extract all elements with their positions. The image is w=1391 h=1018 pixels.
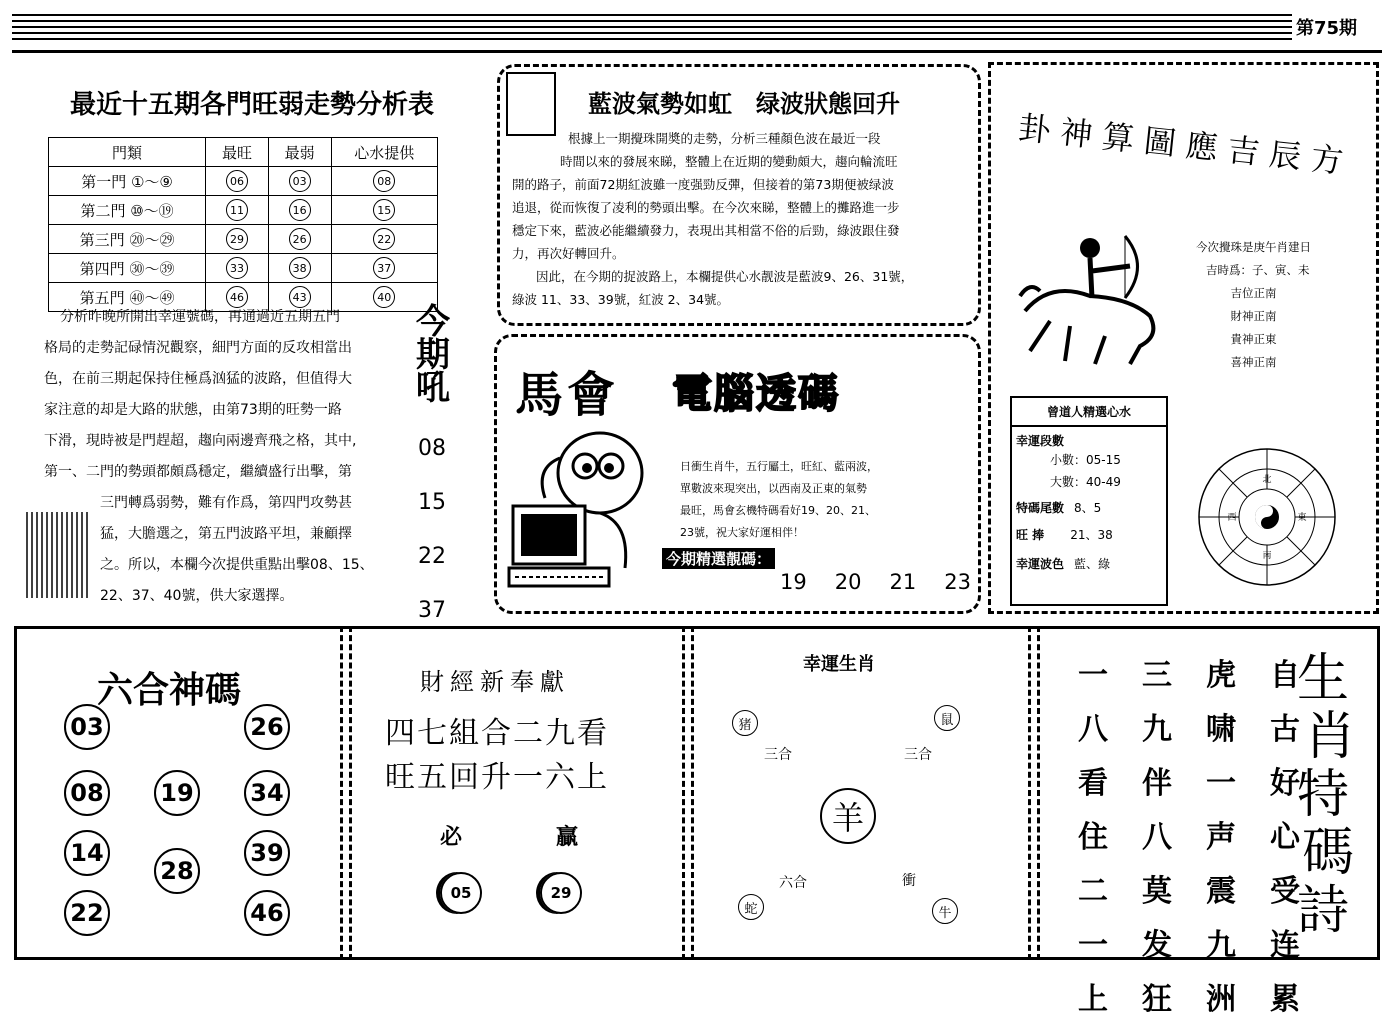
analysis-paragraph	[44, 302, 394, 612]
zodiac-title: 幸運生肖	[803, 654, 875, 675]
liuhe-ball: 46	[244, 890, 290, 936]
fortune-info	[1196, 236, 1311, 374]
paragraph-line: 家注意的却是大路的狀態，由第73期的旺勢一路	[44, 402, 342, 418]
computer-title-right: 電腦透碼	[672, 370, 840, 417]
bagua-compass	[1196, 446, 1338, 588]
shout-number: 08	[418, 436, 446, 461]
paragraph-line: 猛，大膽選之，第五門波路平坦，兼顧擇	[100, 526, 352, 542]
body-line: 綠波 11、33、39號，紅波 2、34號。	[512, 292, 730, 307]
hot-label: 旺 捧	[1016, 528, 1045, 542]
strong-number: 29	[226, 228, 248, 250]
liuhe-ball: 28	[154, 848, 200, 894]
poem-char: 看	[1078, 766, 1108, 801]
poem-title-char: 詩	[1297, 881, 1350, 941]
hot-value: 21、38	[1070, 528, 1113, 542]
pick-number: 21	[889, 570, 917, 594]
shout-number: 22	[418, 544, 446, 569]
strong-number: 06	[226, 170, 248, 192]
paragraph-line: 22、37、40號，供大家選擇。	[100, 588, 294, 604]
poem-char: 住	[1078, 820, 1108, 855]
col-header: 最弱	[268, 138, 331, 167]
shout-char: 今	[416, 302, 450, 342]
pick-number: 22	[373, 228, 395, 250]
sanhe-right: 三合	[904, 747, 932, 763]
body-line: 追退，從而恢復了凌利的勢頭出擊。在今次來睇，整體上的攤路進一步	[512, 200, 900, 215]
computer-title-left: 馬會	[515, 367, 620, 423]
door-cell: 第一門 ①～⑨	[49, 167, 206, 196]
win-label: 必	[440, 824, 463, 850]
finance-line-2: 旺五回升一六上	[385, 760, 609, 795]
poem-char: 震	[1206, 874, 1236, 909]
poem-char: 啸	[1206, 712, 1236, 747]
poem-char: 虎	[1206, 658, 1236, 693]
compass-east: 東	[1297, 513, 1307, 523]
table-row	[49, 225, 438, 254]
compass-west: 西	[1227, 513, 1237, 523]
master-picks-box	[1010, 396, 1168, 606]
poem-char: 狂	[1142, 982, 1172, 1017]
liuhe-ball: 14	[64, 830, 110, 876]
win-label: 贏	[556, 824, 579, 850]
door-cell: 第五門 ㊵～㊾	[49, 283, 206, 312]
small-range: 小數：05-15	[1050, 453, 1121, 467]
shout-label	[416, 302, 450, 408]
liuhe-title: 六合神碼	[97, 670, 242, 711]
weak-number: 03	[289, 170, 311, 192]
col-header: 心水提供	[331, 138, 437, 167]
poem-char: 二	[1078, 874, 1108, 909]
pick-number: 23	[944, 570, 971, 594]
poem-char: 八	[1078, 712, 1108, 747]
poem-char: 心	[1270, 820, 1300, 855]
shout-numbers	[418, 422, 446, 638]
poem-char: 自	[1270, 658, 1300, 693]
strong-number: 46	[226, 286, 248, 308]
table-row	[49, 196, 438, 225]
pick-number: 15	[373, 199, 395, 221]
pick-number: 20	[834, 570, 862, 594]
sanhe-left: 三合	[764, 747, 792, 763]
poem-char: 莫	[1142, 874, 1172, 909]
liuhe-numbers	[64, 704, 304, 940]
body-line: 最旺，馬會玄機特碼看好19、20、21、	[680, 504, 876, 517]
table-header-row	[49, 138, 438, 167]
liuhe-ball: 22	[64, 890, 110, 936]
big-range: 大數：40-49	[1050, 475, 1121, 489]
poem-title	[1290, 650, 1356, 940]
body-line: 日衝生肖牛，五行屬土，旺紅、藍兩波，	[680, 460, 878, 473]
poem-char: 连	[1270, 928, 1300, 963]
paragraph-line: 分析昨晚所開出幸運號碼，再通過近五期五門	[60, 309, 340, 325]
pick-number: 40	[373, 286, 395, 308]
poem-title-char: 碼	[1302, 823, 1355, 883]
col-header: 門類	[49, 138, 206, 167]
finance-ball: 29	[540, 872, 582, 914]
table-row	[49, 167, 438, 196]
body-line: 力，再次好轉回升。	[512, 246, 625, 261]
paragraph-line: 格局的走勢記碌情況觀察，細門方面的反攻相當出	[44, 340, 352, 356]
shout-char: 期	[416, 335, 450, 375]
poem-char: 好	[1270, 766, 1300, 801]
body-line: 23號，祝大家好運相伴！	[680, 526, 804, 539]
door-cell: 第四門 ㉚～㊴	[49, 254, 206, 283]
fortune-direction: 喜神正南	[1230, 355, 1277, 369]
finance-title: 財經新奉獻	[420, 668, 570, 696]
body-line: 單數波來現突出，以西南及正東的氣勢	[680, 482, 867, 495]
chong-label: 衝	[902, 873, 916, 889]
poem-char: 一	[1206, 766, 1236, 801]
poem-char: 伴	[1142, 766, 1172, 801]
fortune-direction: 貴神正東	[1230, 332, 1277, 346]
poem-title-char: 肖	[1304, 707, 1357, 767]
fortune-day: 今次攪珠是庚午肖建日	[1196, 240, 1311, 254]
finance-ball: 05	[440, 872, 482, 914]
pick-number: 37	[373, 257, 395, 279]
poem-char: 受	[1270, 874, 1300, 909]
poem-title-char: 特	[1297, 765, 1350, 825]
liuhe-ball: 34	[244, 770, 290, 816]
poem-char: 八	[1142, 820, 1172, 855]
paragraph-line: 之。所以，本欄今次提供重點出擊08、15、	[100, 557, 374, 573]
poem-char: 洲	[1206, 982, 1236, 1017]
poem-columns	[1078, 650, 1300, 1018]
divider	[1028, 626, 1040, 960]
poem-char: 累	[1270, 982, 1300, 1017]
liuhe-ball: 19	[154, 770, 200, 816]
paragraph-line: 色，在前三期起保持住極爲汹猛的波路，但值得大	[44, 371, 352, 387]
issue-number: 第75期	[1296, 18, 1358, 39]
col-header: 最旺	[206, 138, 269, 167]
poem-column	[1142, 650, 1172, 1018]
liuhe-ball: 26	[244, 704, 290, 750]
body-line: 穩定下來，藍波必能繼續發力，表現出其相當不俗的后勁，綠波跟住發	[512, 223, 900, 238]
poem-char: 三	[1142, 658, 1172, 693]
fortune-hours: 吉時爲：子、寅、未	[1206, 263, 1310, 277]
poem-char: 古	[1270, 712, 1300, 747]
weak-number: 16	[289, 199, 311, 221]
fortune-direction: 吉位正南	[1230, 286, 1277, 300]
poem-column	[1078, 650, 1108, 1018]
lucky-segment-label: 幸運段數	[1016, 434, 1065, 448]
zodiac-rat: 鼠	[934, 705, 960, 731]
pick-label: 今期精選靚碼：	[662, 548, 775, 569]
wave-body	[512, 127, 972, 311]
strong-number: 33	[226, 257, 248, 279]
liuhe-label: 六合	[779, 875, 807, 891]
table-row	[49, 254, 438, 283]
weak-number: 43	[289, 286, 311, 308]
poem-char: 九	[1142, 712, 1172, 747]
wave-title: 藍波氣勢如虹 绿波狀態回升	[588, 89, 900, 118]
shout-number: 15	[418, 490, 446, 515]
poem-char: 上	[1078, 982, 1108, 1017]
body-line: 因此，在今期的捉波路上，本欄提供心水靓波是藍波9、26、31號，	[536, 269, 914, 284]
poem-char: 一	[1078, 928, 1108, 963]
poem-column	[1206, 650, 1236, 1018]
poem-char: 声	[1206, 820, 1236, 855]
pick-number: 08	[373, 170, 395, 192]
fortune-title: 卦神算圖應吉辰方	[1016, 108, 1355, 182]
color-label: 幸運波色	[1016, 557, 1065, 571]
divider	[682, 626, 694, 960]
box-title: 曾道人精選心水	[1012, 398, 1166, 427]
computer-picks	[780, 570, 971, 594]
door-cell: 第三門 ⑳～㉙	[49, 225, 206, 254]
body-line: 根據上一期攪珠開奬的走勢，分析三種顏色波在最近一段	[568, 131, 881, 146]
paragraph-line: 三門轉爲弱勢，難有作爲，第四門攻勢甚	[100, 495, 352, 511]
fortune-direction: 財神正南	[1230, 309, 1277, 323]
body-line: 時間以來的發展來睇，整體上在近期的變動頗大，趨向輪流旺	[560, 154, 898, 169]
weak-number: 26	[289, 228, 311, 250]
strong-number: 11	[226, 199, 248, 221]
compass-north: 北	[1262, 475, 1272, 485]
divider	[340, 626, 352, 960]
analysis-title: 最近十五期各門旺弱走勢分析表	[70, 90, 435, 120]
tail-label: 特碼尾數	[1016, 501, 1065, 515]
liuhe-ball: 03	[64, 704, 110, 750]
liuhe-ball: 39	[244, 830, 290, 876]
tail-value: 8、5	[1074, 501, 1102, 515]
poem-char: 一	[1078, 658, 1108, 693]
paragraph-line: 下滑，現時被是門趕超，趨向兩邊齊飛之格，其中,	[44, 433, 357, 449]
zodiac-pig: 猪	[732, 710, 758, 736]
analysis-table	[48, 137, 438, 312]
door-cell: 第二門 ⑩～⑲	[49, 196, 206, 225]
compass-south: 南	[1262, 551, 1272, 561]
portrait-image	[26, 512, 90, 598]
zodiac-center: 羊	[820, 788, 876, 844]
weak-number: 38	[289, 257, 311, 279]
color-value: 藍、綠	[1074, 557, 1111, 571]
paragraph-line: 第一、二門的勢頭都頗爲穩定，繼續盛行出擊，第	[44, 464, 352, 480]
archer-horseman-illustration	[1010, 226, 1185, 366]
finance-line-1: 四七組合二九看	[385, 716, 609, 751]
poem-title-char: 生	[1297, 649, 1350, 709]
poem-char: 九	[1206, 928, 1236, 963]
liuhe-ball: 08	[64, 770, 110, 816]
zodiac-ox: 牛	[932, 898, 958, 924]
pick-number: 19	[780, 570, 807, 594]
mascot-computer-illustration	[505, 428, 660, 593]
poem-char: 发	[1142, 928, 1172, 963]
header-rule	[12, 50, 1382, 53]
computer-body	[680, 456, 950, 544]
body-line: 開的路子，前面72期紅波雖一度强勁反彈，但接着的第73期便被绿波	[512, 177, 894, 192]
header-strip	[12, 14, 1292, 44]
zodiac-snake: 蛇	[738, 894, 764, 920]
shout-number: 37	[418, 598, 446, 623]
shout-char: 吼	[416, 368, 450, 408]
